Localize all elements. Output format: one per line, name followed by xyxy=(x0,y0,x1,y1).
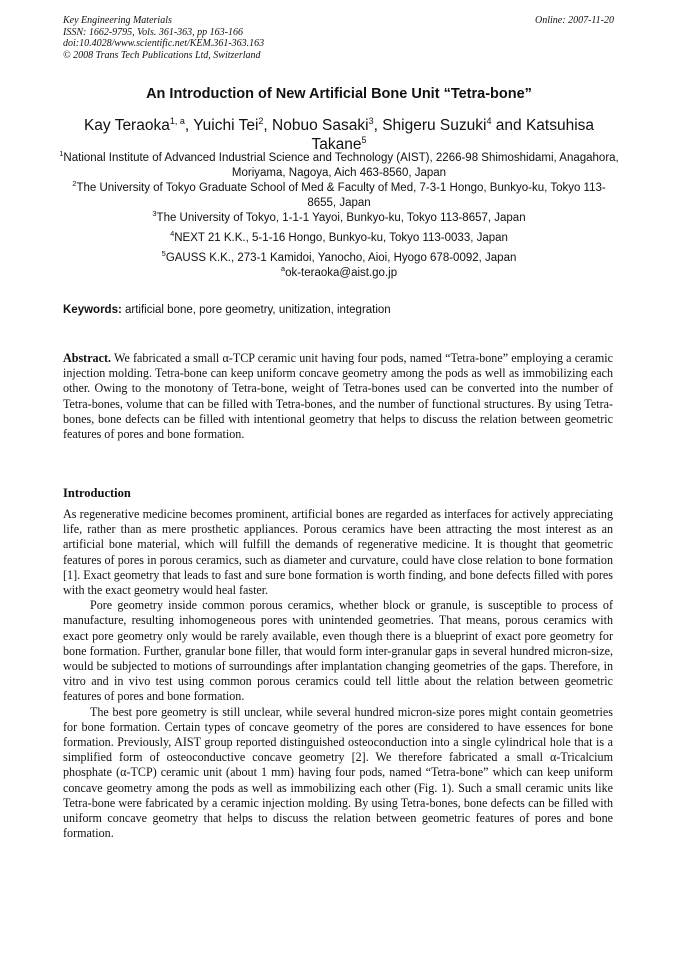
paragraph: The best pore geometry is still unclear, while several hundred micron-size pores might contain geometries for bone formation. Certain types of concave geometry of the pores are considered to have essences for bone formation. Previously, AIST group reported distinguished osteoconduction into a single cylindrical hole that is a simplified form of osteoconductive concave geometry [2]. We therefore fabricated a small α-Tricalcium phosphate (α-TCP) ceramic unit (about 1 mm) having four pods, named “Tetra-bone” which can keep uniform concave geometry among the pods as well as immobilizing each other (Fig. 1). Such a small ceramic units like Tetra-bone were fabricated by a ceramic injection molding. By using Tetra-bones, bone defects can be filled with uniform concave geometry that helps to discuss the relation between geometric features of pores and bone formation. xyxy=(63,704,613,841)
author-affil-mark: 1, a xyxy=(169,116,185,126)
abstract-text: We fabricated a small α-TCP ceramic unit having four pods, named “Tetra-bone” employing a ceramic injection molding. Tetra-bone can keep uniform concave geometry among the pods as well as immobilizing each other. Owing to the monotony of Tetra-bone, weight of Tetra-bones used can be converted into the number of Tetra-bones, volume that can be filled with Tetra-bones, and the number of functional structures. By using Tetra-bones, bone defects can be filled with intentional geometry that helps to discuss the relation between geometric features of pores and bone formation. xyxy=(63,351,613,442)
author-affil-mark: 3 xyxy=(368,116,374,126)
paragraph: Pore geometry inside common porous ceramics, whether block or granule, is susceptible to process of manufacture, resulting inhomogeneous pores with unintended geometries. That means, porous ceramics with exact pore geometry only would be rarely available, even though there is a blueprint of exact pore geometry for bone formation. Further, granular bone filler, that would form inter-granular gaps in several hundred micron-size, would be subjected to motions of surroundings after implantation changing geometries of the gaps. Therefore, in vitro and in vivo test using common porous ceramics could tell little about the relation between geometric features of pores and bone formation. xyxy=(63,598,613,704)
paper-title: An Introduction of New Artificial Bone Unit “Tetra-bone” xyxy=(146,86,532,102)
affiliation-mark: 5 xyxy=(161,249,166,258)
author-name: Kay Teraoka xyxy=(83,117,170,134)
affiliation-mark: 4 xyxy=(170,229,175,238)
keywords-label: Keywords: xyxy=(63,304,122,316)
author-separator: , xyxy=(263,117,273,134)
affiliation xyxy=(58,211,620,226)
author-affil-mark: 4 xyxy=(486,116,492,126)
section-heading-introduction: Introduction xyxy=(63,486,131,500)
affiliation xyxy=(58,151,620,181)
author-name: Shigeru Suzuki xyxy=(382,117,487,134)
author-separator: and xyxy=(491,117,526,134)
affiliation-mark: 2 xyxy=(72,179,77,188)
keywords xyxy=(63,303,391,317)
online-date: Online: 2007-11-20 xyxy=(535,15,614,26)
affiliation-text: The University of Tokyo Graduate School of Med & Faculty of Med, 7-3-1 Hongo, Bunkyo-ku, Tokyo 113-8655, Japan xyxy=(76,182,606,209)
author-affil-mark: 2 xyxy=(258,116,264,126)
copyright-line: © 2008 Trans Tech Publications Ltd, Switzerland xyxy=(63,49,261,61)
abstract-label: Abstract. xyxy=(63,351,112,365)
affiliation-mark: a xyxy=(280,264,286,273)
email-text: ok-teraoka@aist.go.jp xyxy=(285,267,398,279)
doi-line: doi:10.4028/www.scientific.net/KEM.361-363.163 xyxy=(63,38,265,49)
affiliation-text: The University of Tokyo, 1-1-1 Yayoi, Bunkyo-ku, Tokyo 113-8657, Japan xyxy=(156,212,526,224)
introduction-body xyxy=(63,507,613,841)
author-name: Yuichi Tei xyxy=(193,117,259,134)
author-separator: , xyxy=(184,117,194,134)
author-affil-mark: 5 xyxy=(361,135,367,145)
affiliation-list xyxy=(58,151,620,281)
journal-name: Key Engineering Materials xyxy=(63,15,172,26)
paragraph: As regenerative medicine becomes prominent, artificial bones are regarded as interfaces for actively appreciating life, rather than as mere prosthetic appliances. Porous ceramics have been attracting the most interest as an artificial bone material, which will fulfill the demands of regenerative medicine. It is thought that geometric features of pores in porous ceramics, such as diameter and curvature, could have close relation to bone formation [1]. Exact geometry that leads to fast and sure bone formation is worth finding, and bone defects filled with pores with the exact geometry would heal faster. xyxy=(63,507,613,598)
journal-header xyxy=(63,15,264,61)
affiliation-mark: 3 xyxy=(152,209,157,218)
affiliation-text: National Institute of Advanced Industrial Science and Technology (AIST), 2266-98 Shimoshidami, Anagahora, Moriyama, Nagoya, Aich 463-8560, Japan xyxy=(63,152,619,179)
affiliation-mark: 1 xyxy=(59,149,64,158)
affiliation-text: NEXT 21 K.K., 5-1-16 Hongo, Bunkyo-ku, Tokyo 113-0033, Japan xyxy=(174,232,508,244)
affiliation xyxy=(58,251,620,266)
keywords-text: artificial bone, pore geometry, unitization, integration xyxy=(121,304,391,316)
issn-line: ISSN: 1662-9795, Vols. 361-363, pp 163-166 xyxy=(63,26,243,38)
affiliation xyxy=(58,181,620,211)
author-list xyxy=(56,116,622,154)
affiliation xyxy=(58,231,620,246)
author-email xyxy=(58,266,620,281)
author-name: Nobuo Sasaki xyxy=(272,117,369,134)
author-separator: , xyxy=(373,117,383,134)
affiliation-text: GAUSS K.K., 273-1 Kamidoi, Yanocho, Aioi, Hyogo 678-0092, Japan xyxy=(165,252,517,264)
author-name: Katsuhisa Takane xyxy=(311,117,595,153)
abstract xyxy=(63,351,613,442)
